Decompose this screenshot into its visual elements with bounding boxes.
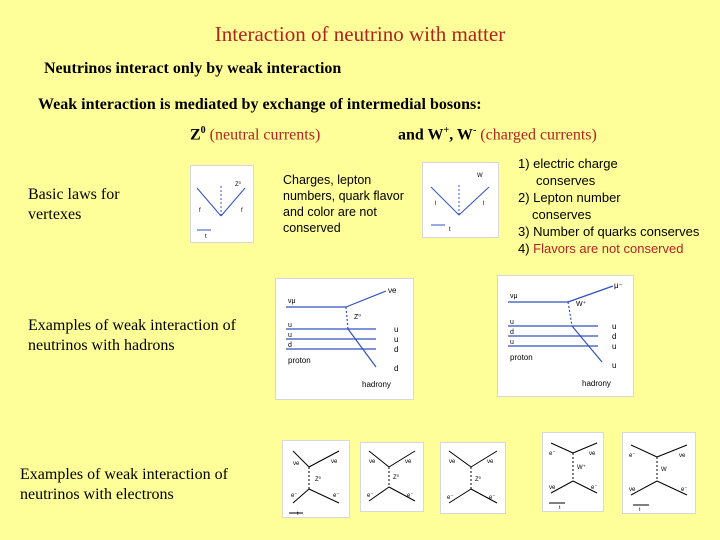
hz-d3: d [394,364,399,373]
ew2-nue-out: νe [679,453,686,459]
law-1-cont: conserves [536,173,596,188]
hw-u3: u [612,322,617,331]
ez2-e-in: e⁻ [367,493,374,499]
z-vertex-diagram [190,165,254,243]
w-minus-sup: - [472,125,477,136]
ew2-e-out: e⁻ [681,487,688,493]
hz-u2: u [288,332,292,339]
hz-z0: Z⁰ [354,314,362,321]
w-plus-sup: + [443,125,450,136]
ez1-nue-in: νe [293,461,300,467]
hw-wplus: W⁺ [576,301,587,308]
ew1-t: t [559,505,561,511]
ew2-nue-in: νe [629,487,636,493]
page-title: Interaction of neutrino with matter [214,22,506,46]
w-vertex-diagram [422,162,499,238]
electrons-caption: Examples of weak interaction of neutrinos with electrons [20,466,228,503]
ez1-e-in: e⁻ [291,493,298,499]
hadron-z-diagram [275,278,414,400]
law-3 [518,223,699,240]
hw-mu: μ⁻ [614,281,623,290]
hz-d2: d [394,345,399,354]
neutral-currents [190,125,320,144]
bosons-text: Weak interaction is mediated by exchange of intermedial bosons: [38,96,482,113]
law-1 [518,155,699,172]
hw-u4: u [612,342,617,351]
basic-laws-label: Basic laws for vertexes [28,186,120,223]
ez1-z0: Z⁰ [315,477,322,483]
hz-hadrony: hadrony [362,380,391,389]
law-1-num: 1) [518,156,534,171]
ew2-w: W [661,467,667,473]
law-4 [518,240,699,257]
z-vertex-f1: f [199,208,201,214]
ez1-nue-out: νe [331,459,338,465]
law-4-text: Flavors are not conserved [533,241,684,256]
hz-numu: νμ [288,298,296,305]
hw-d1: d [510,329,514,336]
electron-z-diagram-1 [282,440,350,518]
neutral-currents-label: (neutral currents) [209,126,321,144]
law-3-text: Number of quarks conserves [533,224,700,239]
ez2-nue-out: νe [405,459,412,465]
ez1-t: t [297,511,299,517]
electron-w-diagram-2 [622,432,696,514]
hw-u1: u [510,319,514,326]
ez2-z0: Z⁰ [393,475,400,481]
hz-u1: u [288,322,292,329]
hz-proton: proton [288,356,311,365]
hz-nue: νe [388,286,397,295]
ew1-w: W⁺ [577,465,586,471]
w-vertex-w: W [477,173,483,179]
hz-u4: u [394,335,399,344]
w-vertex-t: t [449,227,451,233]
law-2-cont: conserves [532,207,592,222]
ez2-nue-in: νe [369,459,376,465]
hw-hadrony: hadrony [582,379,611,388]
ez2-e-out: e⁻ [407,493,414,499]
z-superscript: 0 [200,125,206,136]
hadron-w-diagram [497,275,634,397]
hw-numu: νμ [510,293,518,300]
hadrons-caption: Examples of weak interaction of neutrinos with hadrons [28,317,236,354]
electron-z-diagram-2 [360,442,424,512]
ez3-nue-out: νe [487,459,494,465]
z-boson-symbol: Z [190,126,201,144]
law-2 [518,189,699,206]
w-sep: , W [449,126,473,144]
ez1-e-out: e⁻ [333,493,340,499]
charged-currents-label: (charged currents) [480,126,597,144]
ez3-nue-in: νe [449,459,456,465]
w-vertex-l2: l [483,201,485,207]
z-vertex-z0: Z⁰ [235,182,242,188]
conservation-laws [518,155,699,257]
ez3-e-in: e⁻ [447,495,454,501]
hw-u5: u [612,361,617,370]
electron-w-diagram-1 [542,432,604,512]
law-4-num: 4) [518,241,534,256]
w-vertex-l1: l [435,201,437,207]
ew1-nue-in: νe [549,485,556,491]
ew2-t: t [639,507,641,513]
ez3-z0: Z⁰ [475,477,482,483]
ez3-e-out: e⁻ [489,495,496,501]
hw-d2: d [612,332,617,341]
ew1-e-out: e⁻ [591,485,598,491]
z-vertex-f2: f [241,208,243,214]
z-note: Charges, lepton numbers, quark flavor and color are not conserved [283,173,404,235]
charged-currents [398,125,597,144]
law-2-text: Lepton number [533,190,621,205]
ew1-e-in: e⁻ [549,451,556,457]
electron-z-diagram-3 [440,442,506,514]
hw-u2: u [510,339,514,346]
w-prefix: and W [398,126,444,144]
z-vertex-t: t [205,234,207,240]
weak-only-text: Neutrinos interact only by weak interaction [44,60,342,77]
law-3-num: 3) [518,224,534,239]
hw-proton: proton [510,353,533,362]
ew1-nue-out: νe [589,451,596,457]
law-2-num: 2) [518,190,534,205]
hz-d1: d [288,342,292,349]
law-1-text: electric charge [533,156,618,171]
hz-u3: u [394,325,399,334]
ew2-e-in: e⁻ [629,453,636,459]
